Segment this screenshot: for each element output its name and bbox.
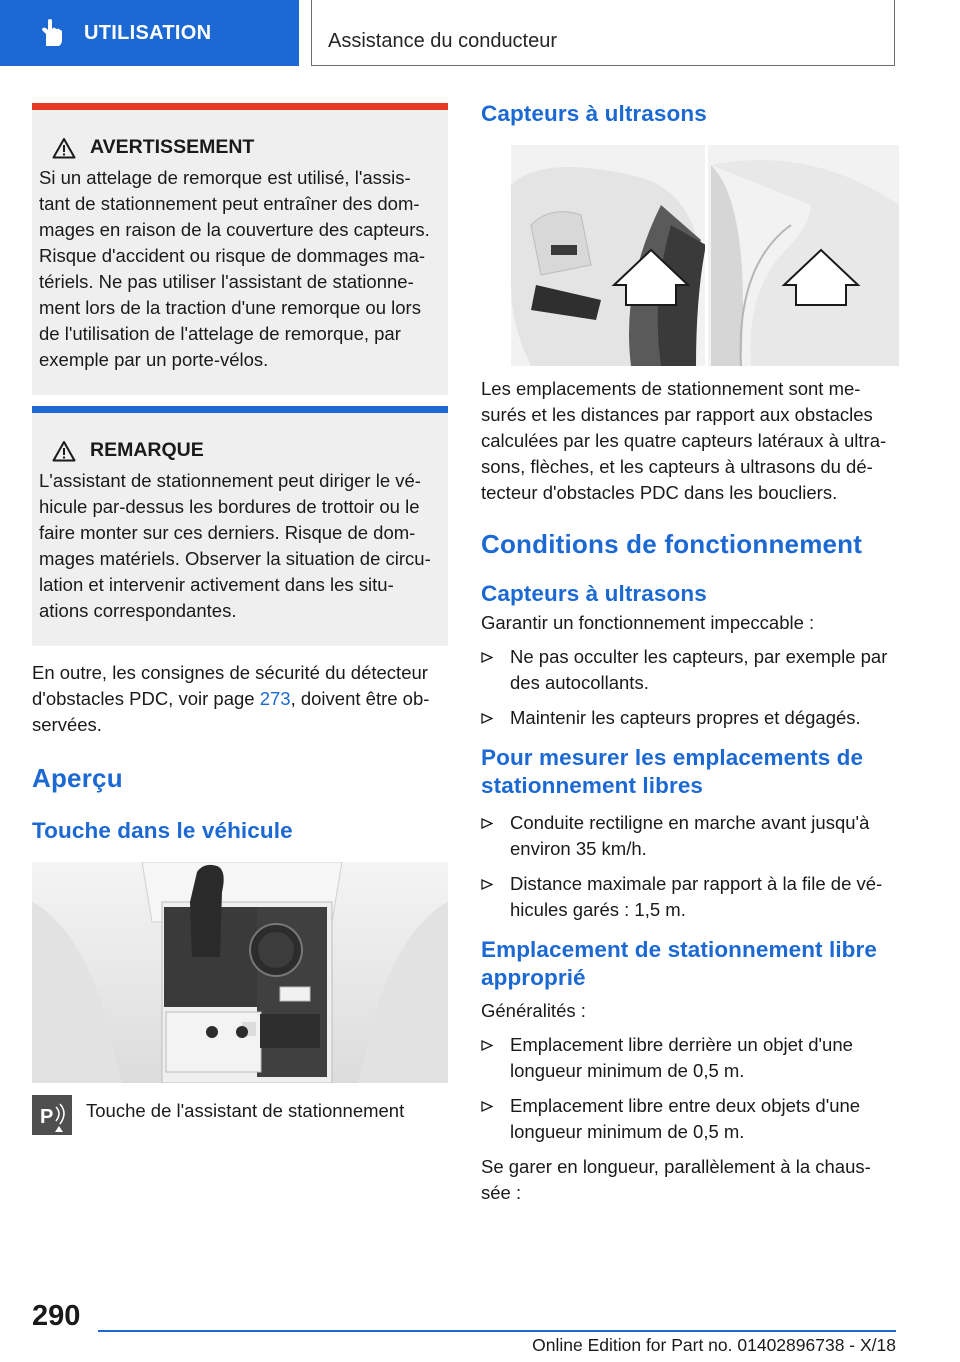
- caution-triangle-icon: [52, 440, 76, 462]
- hand-pointer-icon: [38, 18, 64, 48]
- note-text: L'assistant de stationnement peut diriger le vé-hicule par-dessus les bordures de trottoir ou le faire monter sur ces derniers. Risque de dom-mages matériels. Observer la situation de circu-lation et intervenir activement dans les situ-ations correspondantes.: [39, 470, 431, 621]
- button-caption: Touche de l'assistant de stationnement: [86, 1100, 405, 1121]
- heading-operating-conditions: Conditions de fonctionnement: [481, 529, 863, 559]
- list-item: Distance maximale par rapport à la file de vé-hicules garés : 1,5 m.: [481, 871, 899, 923]
- list-item: Maintenir les capteurs propres et dégagés.: [481, 705, 899, 731]
- triangle-bullet-icon: [481, 713, 493, 724]
- warning-box: [32, 103, 448, 395]
- note-title: REMARQUE: [90, 439, 204, 461]
- bumper-sensors-image: [511, 145, 899, 366]
- list-item: Ne pas occulter les capteurs, par exemple par des autocollants.: [481, 644, 899, 696]
- heading-overview: Aperçu: [32, 763, 123, 793]
- heading-suitable-space: Emplacement de stationnement libre approprié: [481, 937, 877, 990]
- heading-measure-spaces: Pour mesurer les emplacements de stationnement libres: [481, 745, 864, 798]
- footer-divider: [98, 1330, 896, 1332]
- section-tab[interactable]: [0, 0, 299, 66]
- left-column: [32, 103, 448, 1135]
- section-label: UTILISATION: [84, 21, 212, 44]
- chapter-header: [311, 0, 895, 66]
- sensors-description: Les emplacements de stationnement sont me-surés et les distances par rapport aux obstacles calculées par les quatre capteurs latéraux à ultra-sons, flèches, et les capteurs à ultrasons du dé-tecteur d'obstacles PDC dans les boucliers.: [481, 378, 887, 503]
- heading-ultrasonic-sensors: Capteurs à ultrasons: [481, 101, 707, 126]
- pdc-reference-paragraph: En outre, les consignes de sécurité du détecteur d'obstacles PDC, voir page 273, doivent être ob-servées.: [32, 662, 430, 735]
- space-intro: Généralités :: [481, 1000, 586, 1021]
- list-item: Emplacement libre entre deux objets d'une longueur minimum de 0,5 m.: [481, 1093, 899, 1145]
- subheading-ultrasonic-sensors: Capteurs à ultrasons: [481, 581, 707, 606]
- triangle-bullet-icon: [481, 879, 493, 890]
- page-number: 290: [32, 1300, 81, 1332]
- page-link[interactable]: 273: [259, 688, 291, 709]
- heading-button-in-vehicle: Touche dans le véhicule: [32, 818, 293, 843]
- measure-list: [481, 810, 899, 923]
- note-box: [32, 406, 448, 646]
- right-column: [481, 100, 899, 1206]
- triangle-bullet-icon: [481, 818, 493, 829]
- space-list: [481, 1032, 899, 1145]
- sensors-intro: Garantir un fonctionnement impeccable :: [481, 612, 815, 633]
- list-item: Conduite rectiligne en marche avant jusqu'à environ 35 km/h.: [481, 810, 899, 862]
- sensors-list: [481, 644, 899, 731]
- space-outro: Se garer en longueur, parallèlement à la chaus-sée :: [481, 1156, 871, 1203]
- list-item: Emplacement libre derrière un objet d'une longueur minimum de 0,5 m.: [481, 1032, 899, 1084]
- edition-text: Online Edition for Part no. 01402896738 - X/18: [532, 1335, 896, 1355]
- chapter-title: Assistance du conducteur: [328, 30, 558, 52]
- parking-assistant-icon[interactable]: [32, 1095, 72, 1135]
- triangle-bullet-icon: [481, 1101, 493, 1112]
- triangle-bullet-icon: [481, 652, 493, 663]
- svg-text:P: P: [40, 1106, 54, 1128]
- triangle-bullet-icon: [481, 1040, 493, 1051]
- warning-text: Si un attelage de remorque est utilisé, l'assis-tant de stationnement peut entraîner des dom-mages en raison de la couverture des capteurs. Risque d'accident ou risque de dommages ma-tériels. Ne pas utiliser l'assistant de stationne-ment lors de la traction d'une remorque ou lors de l'utilisation de l'attelage de remorque, par exemple par un porte-vélos.: [39, 167, 430, 370]
- warning-triangle-icon: [52, 137, 76, 159]
- warning-title: AVERTISSEMENT: [90, 136, 255, 158]
- center-console-image: [32, 862, 448, 1083]
